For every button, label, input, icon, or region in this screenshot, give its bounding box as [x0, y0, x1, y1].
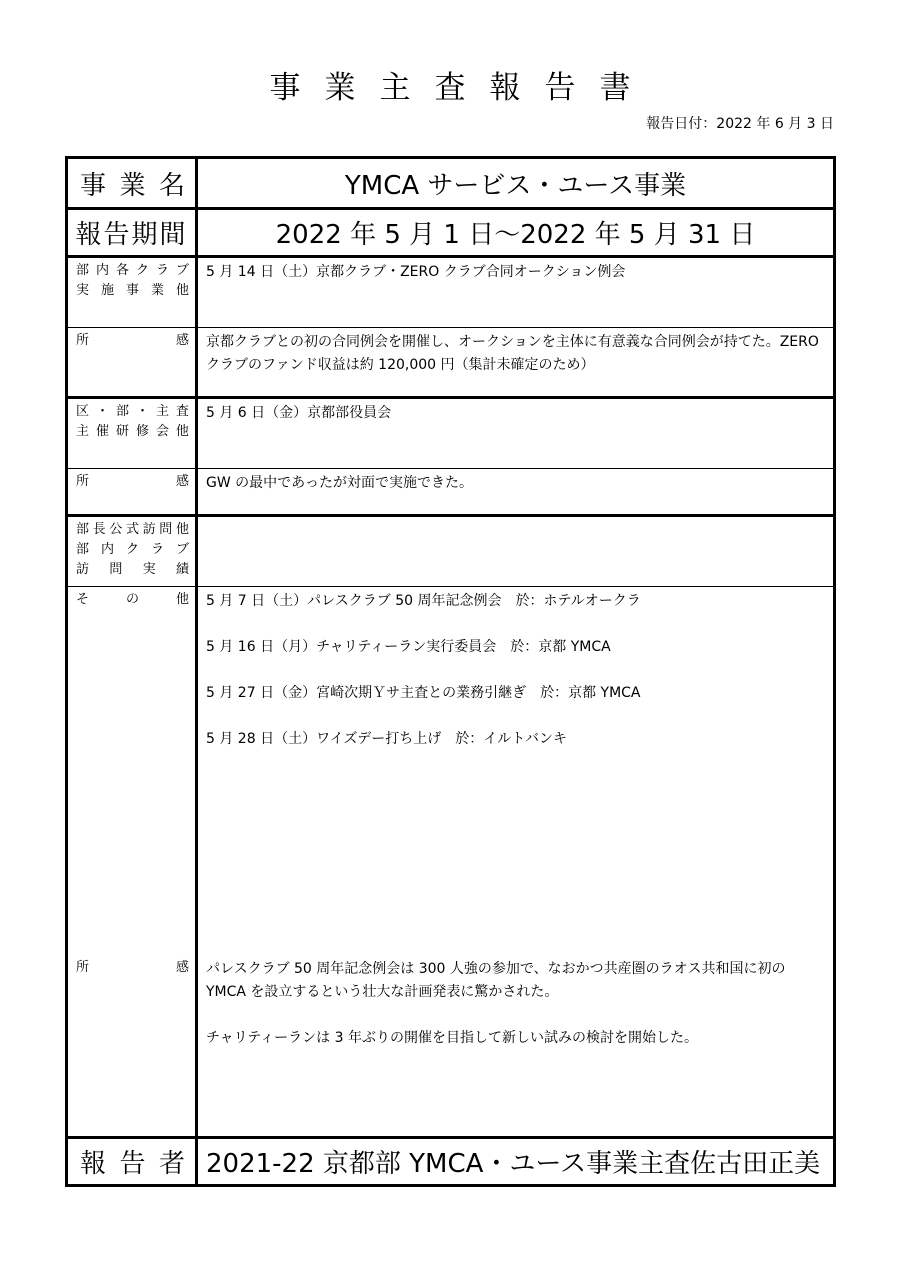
other-item: 5 月 7 日（土）パレスクラブ 50 周年記念例会 於：ホテルオークラ: [206, 593, 641, 609]
visits-label-line-2: 部 内 ク ラ ブ: [76, 542, 189, 557]
visits-label-line-1: 部 長 公 式 訪 問 他: [76, 522, 189, 537]
document-title: 事業主査報告書: [269, 70, 655, 106]
period-row: [68, 210, 833, 258]
other-impressions-paragraph: パレスクラブ 50 周年記念例会は 300 人強の参加で、なおかつ共産圏のラオス共和国に初の YMCA を設立するという壮大な計画発表に驚かされた。: [206, 961, 786, 1000]
other-content: [198, 587, 833, 1136]
club-events-label-line-2: 実 施 事 業 他: [76, 283, 189, 298]
report-date: 報告日付：2022 年 6 月 3 日: [646, 116, 834, 132]
other-label-column: [68, 587, 198, 1136]
period-value: 2022 年 5 月 1 日〜2022 年 5 月 31 日: [275, 220, 756, 250]
visits-label-line-3: 訪 問 実 績: [76, 562, 189, 577]
district-events-label-line-2: 主 催 研 修 会 他: [76, 424, 189, 439]
other-items-list: [198, 587, 833, 774]
district-impressions-row: [68, 469, 833, 517]
visits-row: [68, 517, 833, 587]
club-events-row: [68, 258, 833, 328]
club-impressions-row: [68, 328, 833, 399]
club-impressions-text: 京都クラブとの初の合同例会を開催し、オークションを主体に有意義な合同例会が持てた。ZERO クラブのファンド収益は約 120,000 円（集計未確定のため）: [206, 334, 819, 373]
project-name-label-char-1: 事: [80, 170, 107, 201]
club-events-label-line-1: 部 内 各 ク ラ ブ: [76, 263, 189, 278]
district-events-text: 5 月 6 日（金）京都部役員会: [206, 405, 392, 421]
club-events-label: [68, 258, 198, 327]
project-name-label: [68, 159, 198, 207]
other-item: 5 月 16 日（月）チャリティーラン実行委員会 於：京都 YMCA: [206, 639, 611, 655]
club-events-text: 5 月 14 日（土）京都クラブ・ZERO クラブ合同オークション例会: [206, 264, 626, 280]
other-label: そ の 他: [76, 592, 189, 607]
reporter-row: [68, 1139, 833, 1184]
other-impressions-text: [198, 955, 833, 1073]
project-name-value: YMCA サービス・ユース事業: [344, 170, 687, 201]
visits-label: [68, 517, 198, 586]
project-name-label-char-2: 業: [119, 170, 146, 201]
district-events-row: [68, 399, 833, 469]
other-row: [68, 587, 833, 1139]
district-impressions-text: GW の最中であったが対面で実施できた。: [206, 475, 474, 491]
district-events-label-line-1: 区 ・ 部 ・ 主 査: [76, 404, 189, 419]
project-name-label-char-3: 名: [158, 170, 185, 201]
other-impressions-paragraph: チャリティーランは 3 年ぶりの開催を目指して新しい試みの検討を開始した。: [206, 1030, 698, 1046]
project-name-row: [68, 159, 833, 210]
visits-content: [198, 517, 833, 586]
report-table: [65, 156, 836, 1187]
club-impressions-label: 所 感: [68, 328, 198, 396]
other-item: 5 月 28 日（土）ワイズデー打ち上げ 於：イルトバンキ: [206, 731, 567, 747]
reporter-value: 2021-22 京都部 YMCA・ユース事業主査佐古田正美: [206, 1149, 821, 1179]
reporter-label: 報 告 者: [68, 1139, 198, 1184]
period-label: 報告期間: [68, 210, 198, 255]
district-impressions-label: 所 感: [68, 469, 198, 514]
other-impressions-label: 所 感: [76, 960, 189, 975]
district-events-label: [68, 399, 198, 468]
other-item: 5 月 27 日（金）宮崎次期Ｙサ主査との業務引継ぎ 於：京都 YMCA: [206, 685, 641, 701]
